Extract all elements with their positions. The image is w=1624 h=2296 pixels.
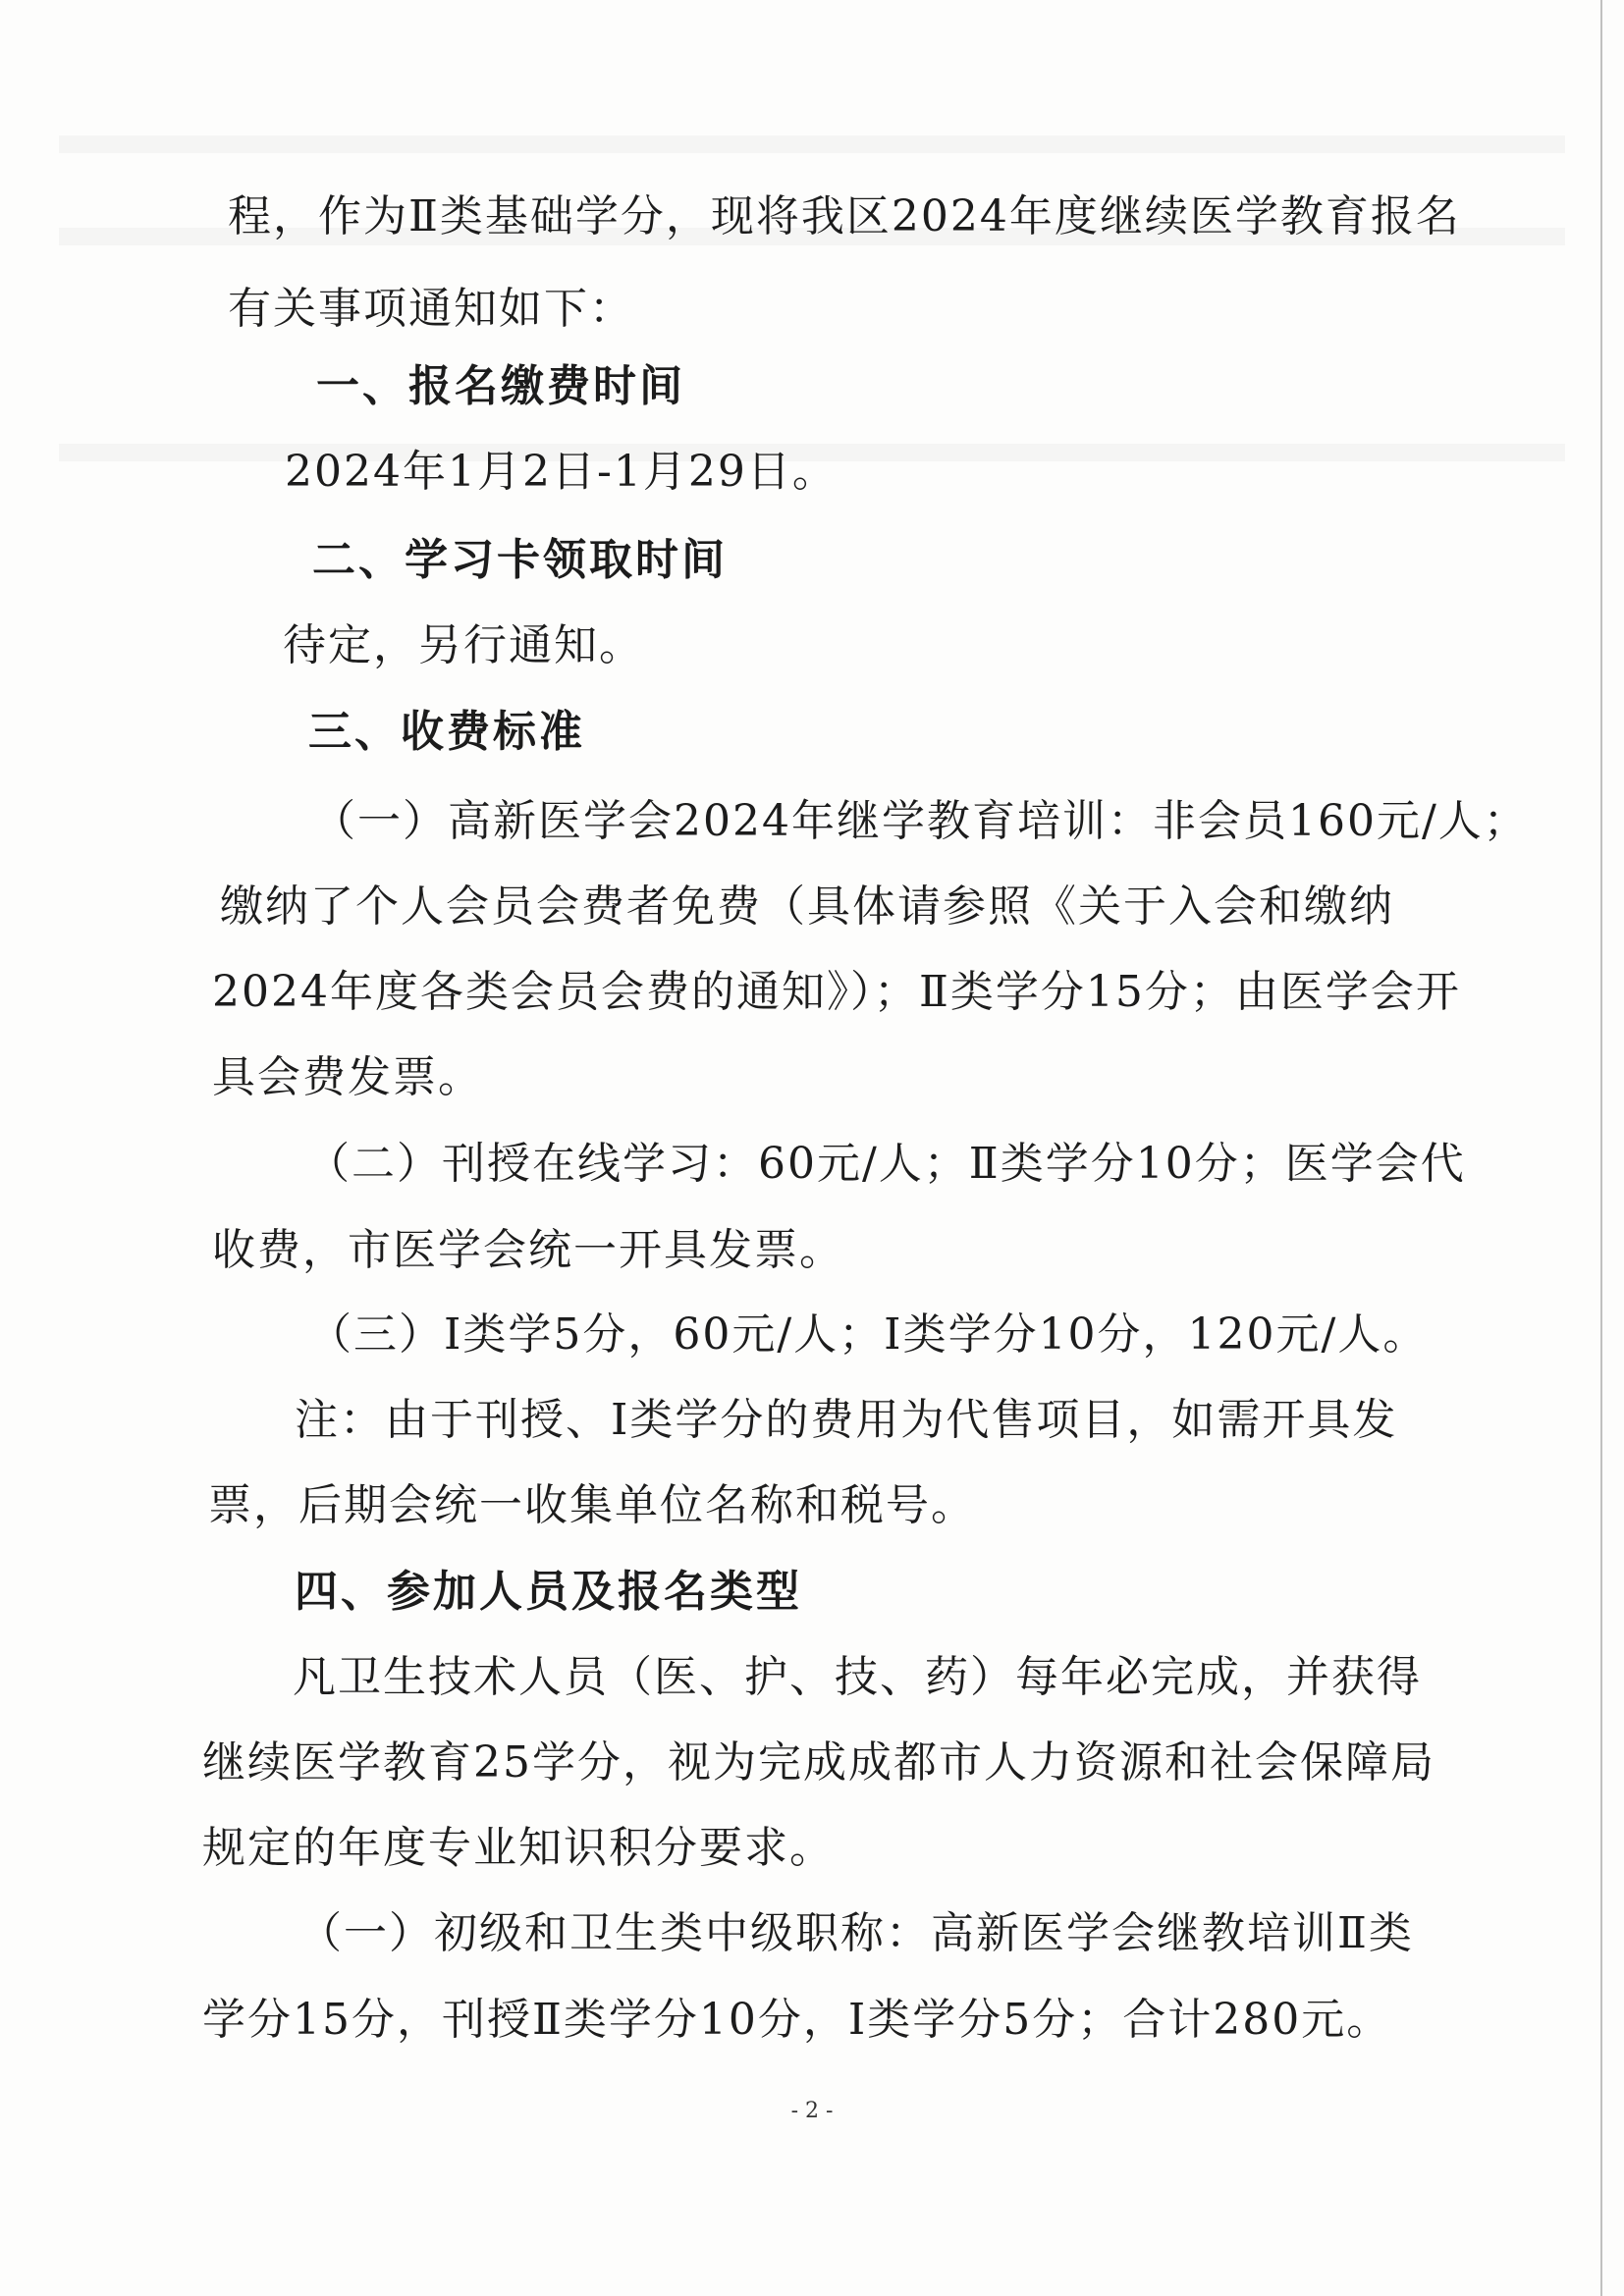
body-text-line: 具会费发票。: [212, 1052, 483, 1102]
body-text-line: （二）刊授在线学习：60元/人；Ⅱ类学分10分；医学会代: [306, 1139, 1466, 1189]
section-heading: 四、参加人员及报名类型: [295, 1567, 802, 1617]
section-heading: 三、收费标准: [308, 707, 585, 757]
page-number: - 2 -: [790, 2099, 834, 2123]
scan-artifact: [59, 135, 1565, 153]
body-text-line: 收费，市医学会统一开具发票。: [212, 1225, 844, 1275]
body-text-line: 有关事项通知如下：: [228, 284, 634, 334]
section-heading: 二、学习卡领取时间: [312, 535, 728, 585]
body-text-line: 规定的年度专业知识积分要求。: [202, 1823, 835, 1873]
body-text-line: （三）Ⅰ类学5分，60元/人；Ⅰ类学分10分，120元/人。: [308, 1309, 1429, 1360]
body-text-line: 学分15分，刊授Ⅱ类学分10分，Ⅰ类学分5分；合计280元。: [202, 1995, 1392, 2045]
body-text-line: 凡卫生技术人员（医、护、技、药）每年必完成，并获得: [293, 1652, 1422, 1702]
body-text-line: 程，作为Ⅱ类基础学分，现将我区2024年度继续医学教育报名: [228, 191, 1461, 241]
body-text-line: 继续医学教育25学分，视为完成成都市人力资源和社会保障局: [202, 1737, 1435, 1788]
body-text-line: （一）高新医学会2024年继学教育培训：非会员160元/人；: [312, 796, 1529, 846]
body-text-line: 2024年度各类会员会费的通知》）；Ⅱ类学分15分；由医学会开: [212, 967, 1461, 1017]
body-text-line: 缴纳了个人会员会费者免费（具体请参照《关于入会和缴纳: [220, 881, 1394, 932]
scan-edge: [1600, 0, 1602, 2296]
body-text-line: 2024年1月2日-1月29日。: [285, 447, 838, 497]
note-text-line: 注：由于刊授、Ⅰ类学分的费用为代售项目，如需开具发: [295, 1395, 1398, 1445]
section-heading: 一、报名缴费时间: [316, 361, 685, 411]
body-text-line: 待定，另行通知。: [283, 620, 644, 670]
body-text-line: （一）初级和卫生类中级职称：高新医学会继教培训Ⅱ类: [298, 1908, 1414, 1958]
note-text-line: 票，后期会统一收集单位名称和税号。: [208, 1480, 976, 1530]
